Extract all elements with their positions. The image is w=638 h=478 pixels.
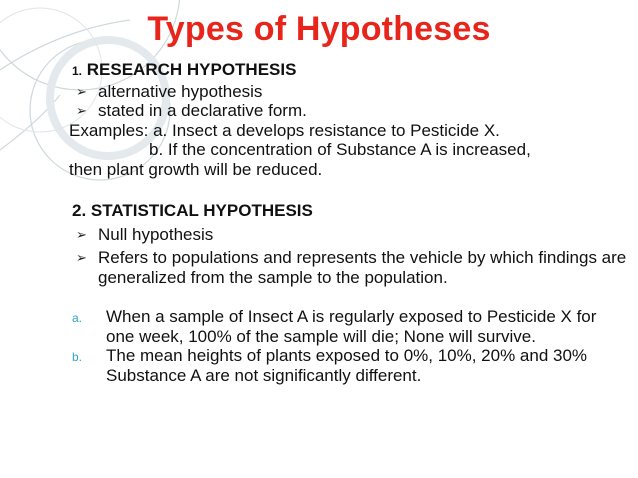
slide-title: Types of Hypotheses (147, 10, 491, 48)
arrow-bullet-icon: ➢ (76, 103, 87, 118)
statistical-heading: 2. STATISTICAL HYPOTHESIS (72, 201, 313, 220)
research-bullet-1 (72, 82, 628, 102)
slide-body (69, 60, 628, 385)
research-number: 1. (72, 64, 83, 78)
statistical-example-b-text: The mean heights of plants exposed to 0%, 10%, 20% and 30% Substance A are not significantly different. (106, 346, 588, 385)
statistical-example-b (72, 346, 628, 385)
research-example-b-line1: b. If the concentration of Substance A is increased, (149, 140, 531, 159)
research-examples-line: Examples: a. Insect a develops resistance to Pesticide X. (69, 120, 500, 140)
spacer (72, 179, 628, 201)
statistical-example-a-text: When a sample of Insect A is regularly exposed to Pesticide X for one week, 100% of the sample will die; None will survive. (106, 307, 597, 346)
example-letter-b: b. (72, 350, 83, 364)
statistical-bullet-2-text: Refers to populations and represents the vehicle by which findings are generalized from the sample to the population. (98, 248, 627, 287)
research-example-b-line2: then plant growth will be reduced. (69, 159, 323, 179)
statistical-example-a (72, 307, 628, 346)
research-bullet-2 (72, 101, 628, 121)
research-heading-text: RESEARCH HYPOTHESIS (86, 60, 297, 79)
research-heading (72, 60, 628, 82)
arrow-bullet-icon: ➢ (76, 83, 87, 99)
statistical-bullet-1-text: Null hypothesis (98, 224, 214, 244)
arrow-bullet-icon: ➢ (76, 250, 87, 265)
research-bullet-2-text: stated in a declarative form. (98, 101, 307, 120)
arrow-bullet-icon: ➢ (76, 226, 87, 242)
spacer (72, 287, 628, 307)
example-letter-a: a. (72, 311, 83, 325)
research-bullet-1-text: alternative hypothesis (98, 81, 263, 101)
statistical-bullet-2 (72, 248, 628, 287)
statistical-bullet-1 (72, 225, 628, 245)
